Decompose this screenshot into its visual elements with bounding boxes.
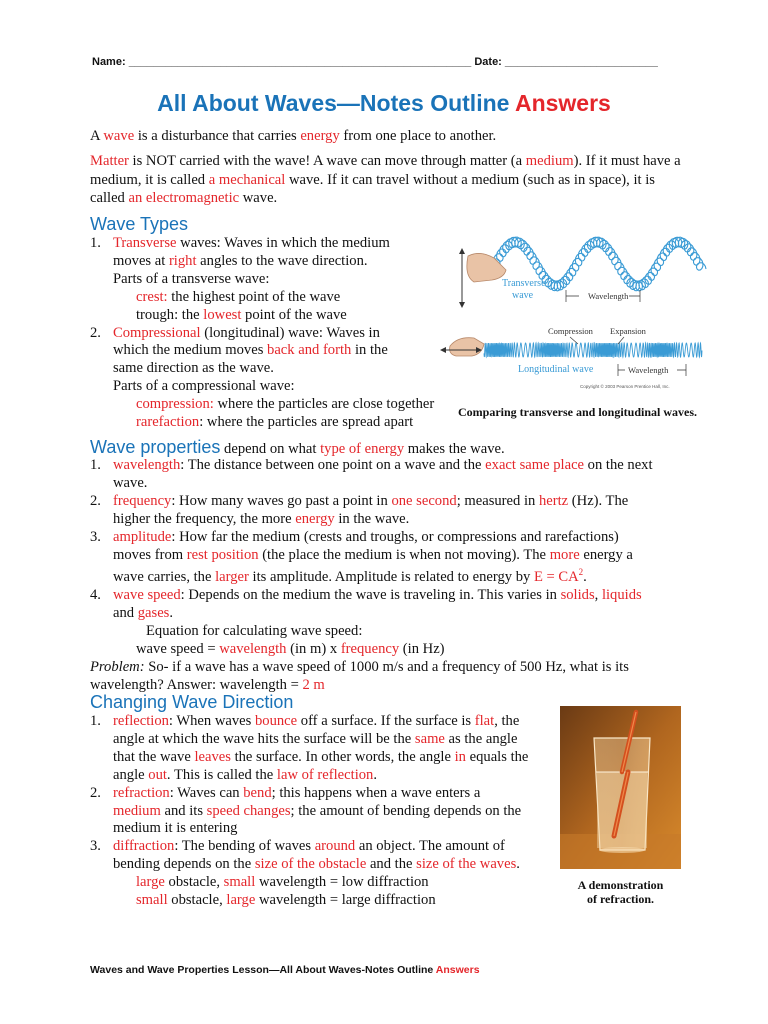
label-transverse: Transverse (502, 278, 546, 289)
hand-illustration-bottom (450, 338, 484, 356)
wave-types-heading: Wave Types (90, 214, 189, 234)
intro-paragraph-2: Matter is NOT carried with the wave! A wave can move through matter (a medium). If it must have a medium, it is called a mechanical wave. If it can travel without a medium (such as in space), it is called an electromagnetic wave. (90, 153, 681, 206)
longitudinal-wave-coil (484, 343, 702, 357)
direction-list (90, 713, 550, 910)
label-expansion: Expansion (610, 326, 646, 336)
changing-direction-heading: Changing Wave Direction (90, 692, 294, 712)
label-transverse-wave: wave (512, 290, 534, 301)
list-item-frequency: 2. frequency: How many waves go past a point in one second; measured in hertz (Hz). The higher the frequency, the more energy in the wave. (90, 492, 629, 527)
label-wavelength-top: Wavelength (588, 291, 629, 301)
title-main: All About Waves—Notes Outline (157, 90, 515, 116)
hand-illustration-top (467, 253, 506, 282)
wave-properties-list (90, 457, 690, 695)
date-label: Date: (474, 56, 502, 68)
figure-caption-waves: Comparing transverse and longitudinal waves. (457, 405, 698, 419)
wave-properties-heading-line: Wave properties depend on what type of energy makes the wave. (90, 437, 505, 457)
list-item-refraction: 2. refraction: Waves can bend; this happens when a wave enters a medium and its speed changes; the amount of bending depends on the medium it is entering (90, 784, 522, 837)
label-compression: Compression (548, 326, 593, 336)
name-date-header (92, 56, 692, 68)
name-line: ________________________________________________________ (128, 56, 472, 68)
name-label: Name: (92, 56, 126, 68)
wave-comparison-figure (438, 226, 708, 398)
label-wavelength-bottom: Wavelength (628, 365, 669, 375)
intro-paragraph-1: A wave is a disturbance that carries energy from one place to another. (90, 128, 497, 144)
title-accent: Answers (514, 90, 611, 116)
list-item-amplitude: 3. amplitude: How far the medium (crests and troughs, or compressions and rarefactions) moves from rest position (the place the medium is when not moving). The more energy a wave carries, the larger its amplitude. Amplitude is related to energy by $E = CA^2$. (90, 528, 633, 586)
wave-types-list (90, 235, 440, 432)
list-item-reflection: 1. reflection: When waves bounce off a surface. If the surface is flat, the angle at which the wave hits the surface will be the same as the angle that the wave leaves the surface. In other words, the angle in equals the angle out. This is called the law of reflection. (90, 713, 529, 783)
problem-statement: Problem: So- if a wave has a wave speed of 1000 m/s and a frequency of 500 Hz, what is its wavelength? Answer: wavelength = 2 m (90, 658, 629, 693)
list-item-transverse: 1. Transverse waves: Waves in which the medium moves at right angles to the wave direction. Parts of a transverse wave: crest: the highest point of the wave trough: the lowest point of the wave (90, 235, 390, 323)
page-title (0, 90, 768, 117)
figure-copyright: Copyright © 2003 Pearson Prentice Hall, Inc. (580, 384, 670, 389)
refraction-photo (560, 706, 681, 869)
list-item-compressional: 2. Compressional (longitudinal) wave: Waves in which the medium moves back and forth in the same direction as the wave. Parts of a compressional wave: compression: where the particles are close together rarefaction: where the particles are spread apart (90, 324, 435, 431)
list-item-wavelength: 1. wavelength: The distance between one point on a wave and the exact same place on the next wave. (90, 457, 653, 491)
list-item-wave-speed: 4. wave speed: Depends on the medium the wave is traveling in. This varies in solids, liquids and gases. Equation for calculating wave speed: wave speed = wavelength (in m) x frequency (in Hz) (90, 587, 642, 657)
wave-properties-heading: Wave properties (90, 437, 221, 457)
date-line: _________________________ (504, 56, 658, 68)
list-item-diffraction: 3. diffraction: The bending of waves around an object. The amount of bending depends on the size of the obstacle and the size of the waves. large obstacle, small wavelength = low diffraction small obstacle, large wavelength = large diffraction (90, 838, 520, 909)
label-longitudinal-wave: Longitudinal wave (518, 364, 594, 375)
figure-caption-refraction: A demonstration of refraction. (577, 878, 664, 906)
page-footer: Waves and Wave Properties Lesson—All About Waves-Notes Outline Answers (90, 964, 480, 976)
